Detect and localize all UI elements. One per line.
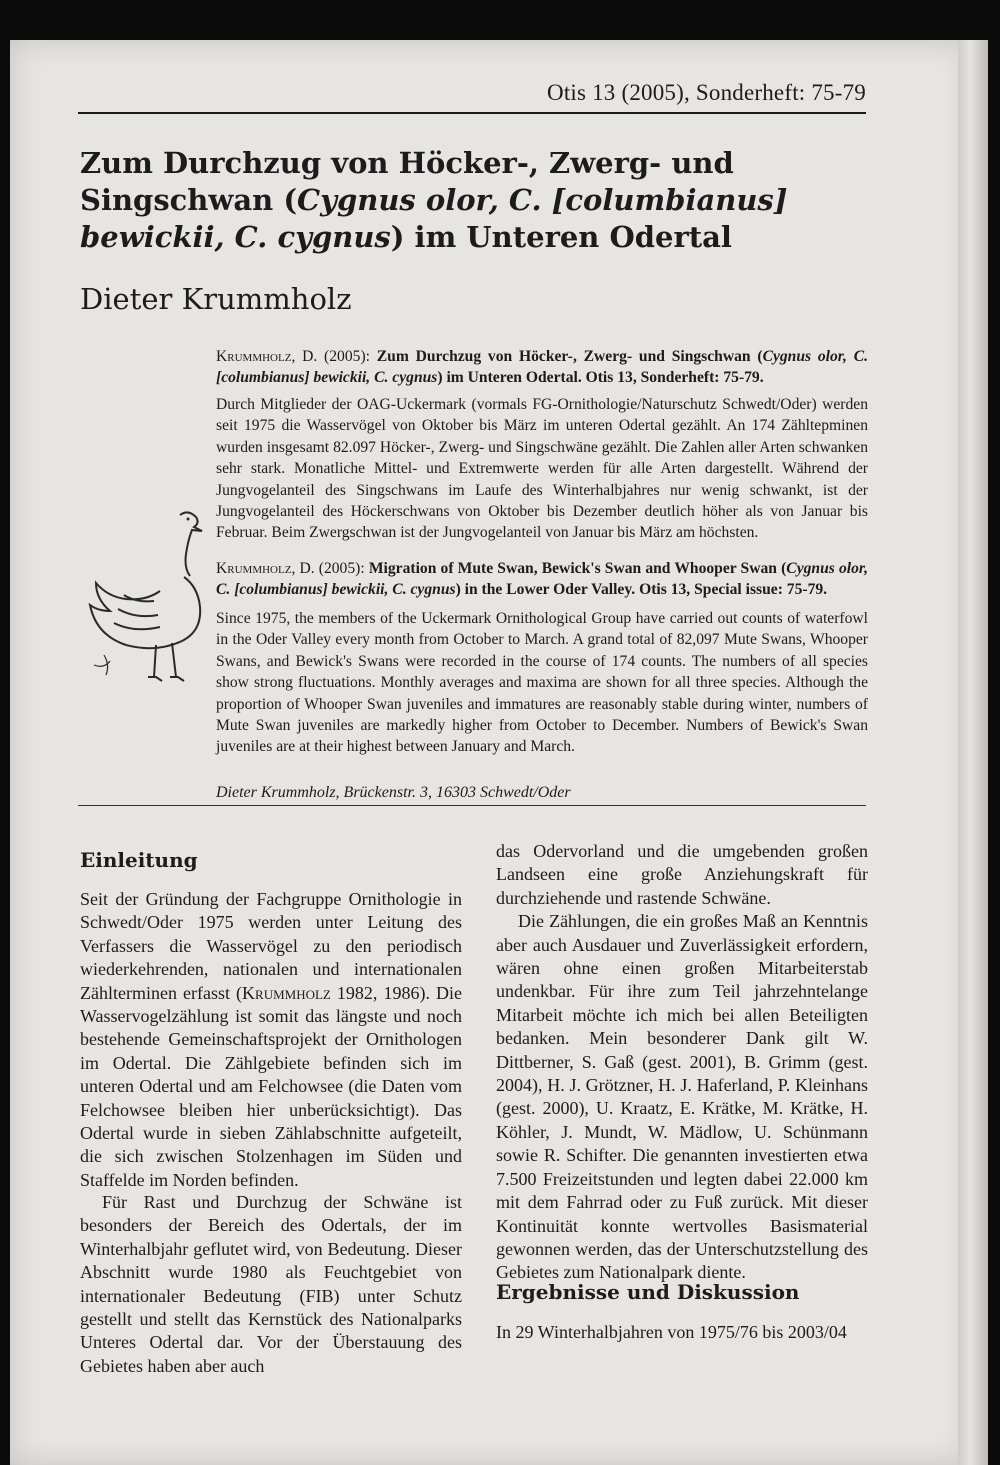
citation-author: Krummholz: [216, 560, 292, 577]
title-species: Cygnus olor, C. [columbianus] bewickii, C. cygnus: [80, 183, 788, 254]
abstract-divider: [78, 805, 866, 806]
section-heading-ergebnisse: Ergebnisse und Diskussion: [496, 1280, 800, 1304]
bustard-illustration: [84, 505, 214, 685]
einleitung-paragraph-1: [80, 888, 462, 1192]
abstract-en-text: Since 1975, the members of the Uckermark Ornithological Group have carried out counts of waterfowl in the Oder Valley every month from October to March. A grand total of 82,097 Mute Swans, Whooper Swans, and Bewick's Swans were recorded in the course of 174 counts. The numbers of all species show strong fluctuations. Monthly averages and maxima are shown for all three species. Although the proportion of Whooper Swan juveniles and immatures are reasonably stable during winter, numbers of Mute Swan juveniles are markedly higher from October to December. Numbers of Bewick's Swan juveniles are at their highest between January and March.: [216, 610, 868, 756]
paragraph-text-cont: 1982, 1986). Die Wasservogelzählung ist somit das längste und noch bestehende Gemeinschaftsprojekt der Ornithologen im Odertal. Die Zählgebiete befinden sich im unteren Odertal und am Felchowsee (die Daten vom Felchowsee bleiben hier unberücksichtigt). Das Odertal wurde in sieben Zählabschnitte aufgeteilt, die sich zwischen Stolzenhagen im Süden und Staffelde im Norden befinden.: [80, 982, 462, 1190]
header-rule: [78, 112, 866, 114]
paragraph-text: Seit der Gründung der Fachgruppe Ornithologie in Schwedt/Oder 1975 werden unter Leitung des Verfassers die Wasservögel zu den periodisch wiederkehrenden, nationalen und internationalen Zählterminen erfasst (: [80, 889, 462, 1003]
citation-author: Krummholz: [216, 348, 292, 365]
acknowledgement-paragraph: Die Zählungen, die ein großes Maß an Kenntnis aber auch Ausdauer und Zuverlässigkeit erfordern, wären ohne einen großen Mitarbeiterstab undenkbar. Für ihre zum Teil jahrzehntelange Mitarbeit möchte ich mich bei allen Beteiligten bedanken. Mein besonderer Dank gilt W. Dittberner, S. Gaß (gest. 2001), B. Grimm (gest. 2004), H. J. Grötzner, H. J. Haferland, P. Kleinhans (gest. 2000), U. Kraatz, E. Krätke, M. Krätke, H. Köhler, J. Mundt, W. Mädlow, U. Schünmann sowie R. Schifter. Die genannten investierten etwa 7.500 Freizeitstunden und legten dabei 22.000 km mit dem Fahrrad oder zu Fuß zurück. Mit dieser Kontinuität konnte wertvolles Basismaterial gewonnen werden, das der Unterschutzstellung des Gebietes zum Nationalpark diente.: [496, 911, 868, 1283]
citation-year: , D. (2005):: [291, 348, 377, 365]
abstract-en-citation: [216, 558, 868, 601]
right-column-text: [496, 840, 868, 1285]
citation-title-end: ) im Unteren Odertal. Otis 13, Sonderheft: 75-79.: [437, 369, 764, 387]
paragraph-text: In 29 Winterhalbjahren von 1975/76 bis 2003/04: [496, 1322, 847, 1342]
section-heading-einleitung: Einleitung: [80, 848, 198, 872]
citation-title-species: Cygnus olor, C. [columbianus] bewickii, C. cygnus: [216, 560, 868, 599]
ergebnisse-paragraph-1: [496, 1321, 868, 1344]
reference-author: Krummholz: [242, 982, 331, 1003]
journal-reference: Otis 13 (2005), Sonderheft: 75-79: [547, 80, 866, 105]
article-title: [80, 145, 880, 256]
abstract-de-citation: [216, 346, 868, 389]
citation-title-text: Zum Durchzug von Höcker-, Zwerg- und Singschwan (: [376, 348, 763, 365]
title-text-end: ) im Unteren Odertal: [390, 220, 732, 254]
paragraph-text: Für Rast und Durchzug der Schwäne ist besonders der Bereich des Odertals, der im Winterhalbjahr geflutet wird, von Bedeutung. Dieser Abschnitt wurde 1980 als Feuchtgebiet von internationaler Bedeutung (FIB) unter Schutz gestellt und stellt das Kernstück des Nationalparks Unteres Odertal dar. Vor der Überstauung des Gebietes haben aber auch: [80, 1192, 462, 1376]
citation-title-species: Cygnus olor, C. [columbianus] bewickii, C. cygnus: [216, 348, 868, 387]
abstract-de-text: Durch Mitglieder der OAG-Uckermark (vormals FG-Ornithologie/Naturschutz Schwedt/Oder) werden seit 1975 die Wasservögel von Oktober bis März im unteren Odertal gezählt. An 174 Zähltерminen wurden insgesamt 82.097 Höcker-, Zwerg- und Singschwäne gezählt. Die Zahlen aller Arten schwanken sehr stark. Monatliche Mittel- und Extremwerte werden für alle Arten dargestellt. Während der Jungvogelanteil des Singschwans im Laufe des Winterhalbjahres nur wenig schwankt, ist der Jungvogelanteil des Höckerschwans von Oktober bis Dezember deutlich höher als von Januar bis Februar. Beim Zwergschwan ist der Jungvogelanteil von Januar bis März am höchsten.: [216, 396, 868, 542]
author-address: Dieter Krummholz, Brückenstr. 3, 16303 Schwedt/Oder: [216, 784, 571, 801]
citation-title-end: ) in the Lower Oder Valley. Otis 13, Special issue: 75-79.: [455, 581, 828, 599]
abstract-de-body: [216, 394, 868, 544]
citation-year: , D. (2005):: [291, 560, 369, 577]
paragraph-continuation: das Odervorland und die umgebenden großen Landseen eine große Anziehungskraft für durchziehende und rastende Schwäne.: [496, 841, 868, 908]
title-text: Zum Durchzug von Höcker-, Zwerg- und Singschwan (: [80, 146, 734, 217]
einleitung-paragraph-2: [80, 1191, 462, 1378]
page-edge: [958, 40, 988, 1465]
abstract-en-body: [216, 608, 868, 758]
citation-title-text: Migration of Mute Swan, Bewick's Swan and Whooper Swan (: [368, 560, 787, 577]
author-name: Dieter Krummholz: [80, 282, 352, 316]
